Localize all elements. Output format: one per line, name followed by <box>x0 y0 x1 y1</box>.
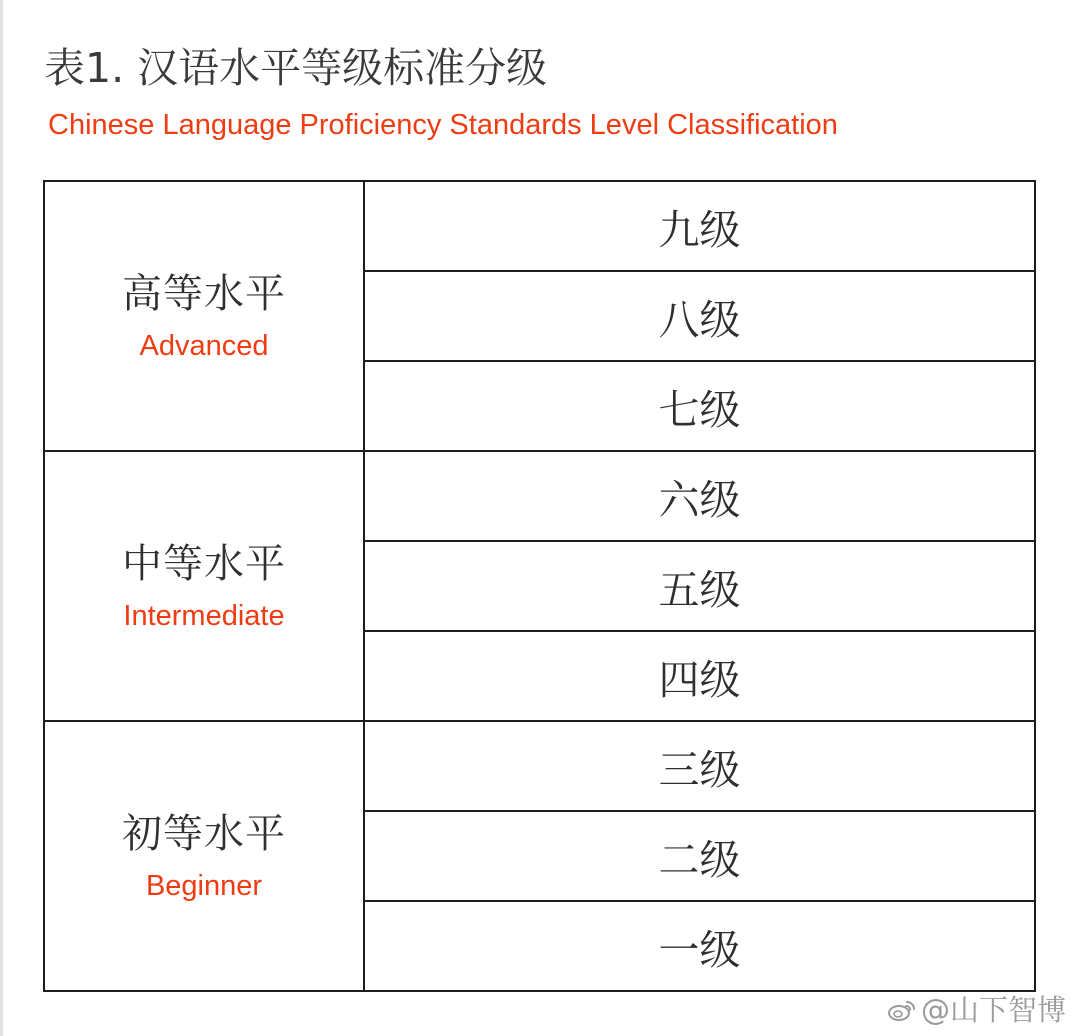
left-edge-divider <box>0 0 3 1036</box>
level-cell: 三级 <box>364 721 1035 811</box>
level-cell: 八级 <box>364 271 1035 361</box>
table-title-chinese: 表1. 汉语水平等级标准分级 <box>44 44 548 92</box>
watermark <box>887 992 1066 1028</box>
level-cell: 四级 <box>364 631 1035 721</box>
table-title-english: Chinese Language Proficiency Standards Level Classification <box>48 109 838 141</box>
group-cell-intermediate <box>44 451 364 721</box>
group-label-chinese: 初等水平 <box>122 811 286 857</box>
watermark-handle: @山下智博 <box>920 993 1066 1027</box>
table-row <box>44 721 1035 811</box>
group-label-chinese: 中等水平 <box>122 541 286 587</box>
level-cell: 六级 <box>364 451 1035 541</box>
level-cell: 七级 <box>364 361 1035 451</box>
table-row <box>44 451 1035 541</box>
group-label-english: Beginner <box>145 870 263 902</box>
weibo-icon <box>887 998 917 1022</box>
group-label-english: Intermediate <box>123 600 285 632</box>
level-cell: 九级 <box>364 181 1035 271</box>
proficiency-levels-table <box>43 180 1036 992</box>
group-label-chinese: 高等水平 <box>122 271 286 317</box>
level-cell: 一级 <box>364 901 1035 991</box>
table-row <box>44 181 1035 271</box>
group-cell-advanced <box>44 181 364 451</box>
level-cell: 二级 <box>364 811 1035 901</box>
group-label-english: Advanced <box>139 330 269 362</box>
group-cell-beginner <box>44 721 364 991</box>
level-cell: 五级 <box>364 541 1035 631</box>
